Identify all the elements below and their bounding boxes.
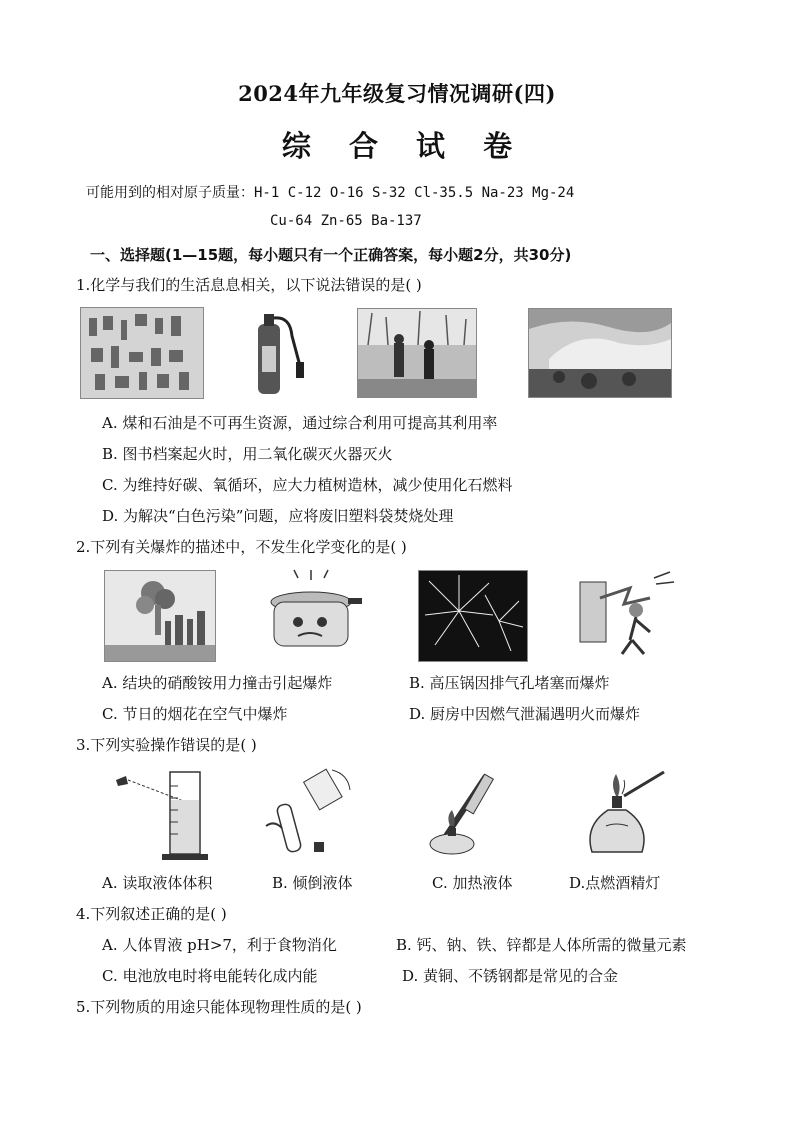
atomic-masses-line-2: Cu-64 Zn-65 Ba-137 bbox=[270, 213, 422, 229]
q1-image-burning-waste bbox=[528, 308, 672, 398]
page-subtitle: 综 合 试 卷 bbox=[281, 129, 527, 163]
q1-option-a: A. 煤和石油是不可再生资源，通过综合利用可提高其利用率 bbox=[102, 414, 498, 432]
q3-image-read-volume bbox=[112, 766, 208, 862]
q2-option-c: C. 节日的烟花在空气中爆炸 bbox=[102, 705, 288, 723]
q2-option-b: B. 高压锅因排气孔堵塞而爆炸 bbox=[409, 674, 610, 692]
q3-image-pour-liquid bbox=[262, 766, 358, 862]
q1-option-d: D. 为解决“白色污染”问题，应将废旧塑料袋焚烧处理 bbox=[102, 507, 454, 525]
q3-option-c: C. 加热液体 bbox=[432, 874, 513, 892]
q2-image-fireworks bbox=[418, 570, 528, 662]
q4-option-c: C. 电池放电时将电能转化成内能 bbox=[102, 967, 318, 985]
q4-option-b: B. 钙、钠、铁、锌都是人体所需的微量元素 bbox=[396, 936, 687, 954]
q2-option-d: D. 厨房中因燃气泄漏遇明火而爆炸 bbox=[409, 705, 641, 723]
q3-image-light-lamp bbox=[570, 766, 666, 862]
q3-option-a: A. 读取液体体积 bbox=[102, 874, 213, 892]
q2-image-kitchen-explosion bbox=[570, 568, 684, 660]
q4-option-a: A. 人体胃液 pH>7，利于食物消化 bbox=[102, 936, 337, 954]
section-heading: 一、选择题(1—15题，每小题只有一个正确答案，每小题2分，共30分) bbox=[90, 246, 572, 264]
question-4-stem: 4.下列叙述正确的是( ) bbox=[76, 905, 227, 923]
q1-image-tree-planting bbox=[357, 308, 477, 398]
q2-image-pressure-cooker bbox=[258, 568, 364, 660]
question-3-stem: 3.下列实验操作错误的是( ) bbox=[76, 736, 257, 754]
q3-option-d: D.点燃酒精灯 bbox=[569, 874, 661, 892]
question-1-stem: 1.化学与我们的生活息息相关，以下说法错误的是( ) bbox=[76, 276, 422, 294]
q3-option-b: B. 倾倒液体 bbox=[272, 874, 353, 892]
page-title: 2024年九年级复习情况调研(四) bbox=[238, 81, 556, 106]
q1-image-fuels bbox=[80, 307, 204, 399]
atomic-masses-line-1: 可能用到的相对原子质量：H-1 C-12 O-16 S-32 Cl-35.5 Na-23 Mg-24 bbox=[86, 185, 575, 201]
q4-option-d: D. 黄铜、不锈钢都是常见的合金 bbox=[402, 967, 619, 985]
q1-image-extinguisher bbox=[250, 306, 308, 398]
q2-option-a: A. 结块的硝酸铵用力撞击引起爆炸 bbox=[102, 674, 333, 692]
question-2-stem: 2.下列有关爆炸的描述中，不发生化学变化的是( ) bbox=[76, 538, 407, 556]
q1-option-b: B. 图书档案起火时，用二氧化碳灭火器灭火 bbox=[102, 445, 393, 463]
question-5-stem: 5.下列物质的用途只能体现物理性质的是( ) bbox=[76, 998, 362, 1016]
q1-option-c: C. 为维持好碳、氧循环，应大力植树造林，减少使用化石燃料 bbox=[102, 476, 513, 494]
q3-image-heat-liquid bbox=[416, 766, 510, 862]
q2-image-explosion-city bbox=[104, 570, 216, 662]
